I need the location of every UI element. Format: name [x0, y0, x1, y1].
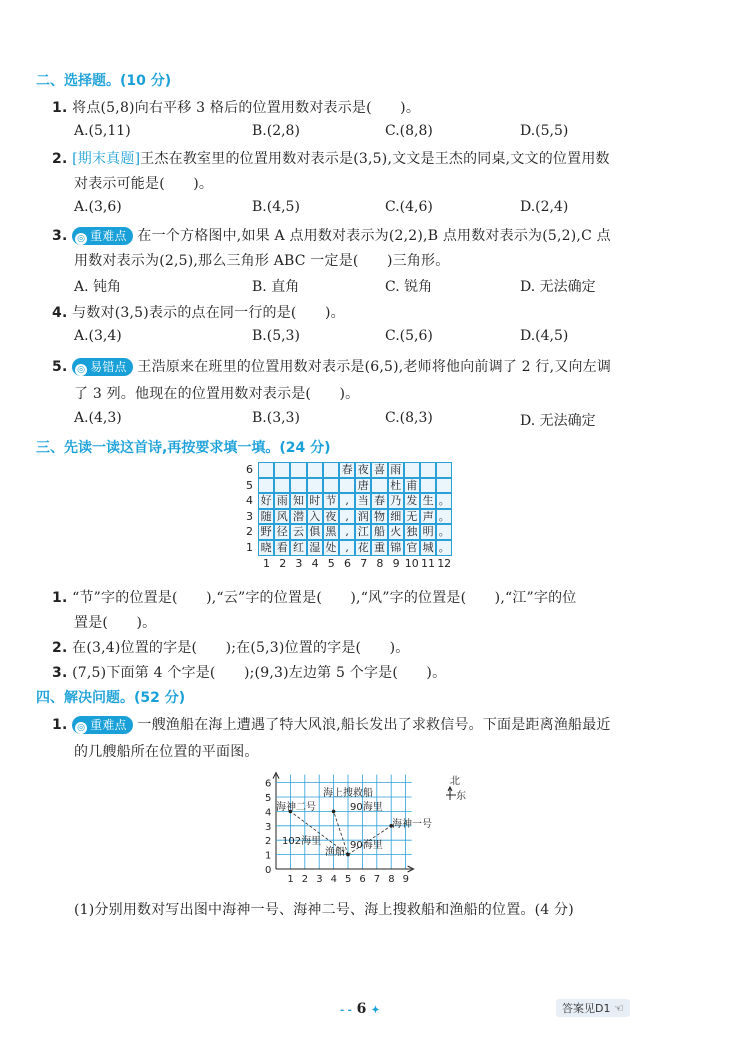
target-icon: ◎: [77, 365, 86, 375]
question-number: 2.: [52, 640, 68, 656]
question-text-cont: 用数对表示为(2,5),那么三角形 ABC 一定是( )三角形。: [74, 253, 450, 269]
poem-x-label: 3: [295, 556, 303, 570]
poem-cell: 知: [290, 493, 306, 509]
poem-cell: 径: [274, 524, 290, 540]
hand-icon: ☜: [613, 1002, 624, 1015]
option-b: B.(5,3): [252, 328, 300, 344]
option-a: A. 钝角: [74, 279, 122, 295]
poem-cell: 物: [371, 509, 387, 525]
option-b: B.(4,5): [252, 199, 300, 215]
option-d: D.(2,4): [520, 199, 569, 215]
poem-grid: [244, 462, 464, 582]
key-point-badge: ◎ 重难点: [72, 716, 133, 734]
poem-cell: 船: [371, 524, 387, 540]
question-2: [52, 148, 610, 168]
option-d: D. 无法确定: [520, 279, 596, 295]
map-x-label: 9: [402, 874, 409, 885]
question-text-cont: 了 3 列。他现在的位置用数对表示是( )。: [74, 386, 360, 402]
poem-cell: 。: [436, 509, 452, 525]
poem-cell: 杜: [388, 478, 404, 494]
poem-cell: [404, 462, 420, 478]
map-dist-90-bottom: 90海里: [350, 840, 383, 851]
poem-cell: [339, 478, 355, 494]
poem-cell: [307, 478, 323, 494]
option-d: D. 无法确定: [520, 413, 596, 429]
poem-cell: 晓: [258, 540, 274, 556]
question-number: 3.: [52, 228, 68, 244]
poem-cell: 独: [404, 524, 420, 540]
poem-cell: [290, 462, 306, 478]
question-number: 1.: [52, 590, 68, 606]
option-c: C.(8,3): [385, 410, 433, 426]
poem-cell: 节: [323, 493, 339, 509]
poem-cell: 春: [371, 493, 387, 509]
question-5: [52, 356, 611, 376]
poem-cell: [274, 478, 290, 494]
poem-cell: 湿: [307, 540, 323, 556]
map-x-label: 3: [316, 874, 323, 885]
map-x-label: 6: [359, 874, 366, 885]
question-text-cont: 的几艘船所在位置的平面图。: [74, 744, 259, 760]
poem-cell: 城: [420, 540, 436, 556]
section3-question-2: [52, 637, 409, 657]
question-number: 1.: [52, 717, 68, 733]
poem-cell: 春: [339, 462, 355, 478]
poem-cell: 花: [355, 540, 371, 556]
ship-map: [262, 766, 472, 890]
poem-cell: 重: [371, 540, 387, 556]
poem-cell: [258, 462, 274, 478]
section3-title: 三、先读一读这首诗,再按要求填一填。(24 分): [36, 440, 331, 456]
question-text: 一艘渔船在海上遭遇了特大风浪,船长发出了求救信号。下面是距离渔船最近: [137, 717, 611, 733]
option-a: A.(5,11): [74, 123, 131, 139]
poem-x-label: 6: [344, 556, 351, 570]
target-icon: ◎: [77, 234, 86, 244]
poem-cell: 。: [436, 524, 452, 540]
poem-x-label: 8: [376, 556, 384, 570]
poem-cell: [323, 462, 339, 478]
option-a: A.(4,3): [74, 410, 122, 426]
question-number: 1.: [52, 100, 68, 116]
map-y-label: 1: [265, 850, 272, 862]
question-text: 与数对(3,5)表示的点在同一行的是( )。: [72, 305, 345, 321]
question-text-cont: 对表示可能是( )。: [74, 176, 214, 192]
poem-y-label: 3: [246, 509, 253, 523]
map-ship1-label: 海神一号: [392, 819, 432, 830]
question-1: [52, 97, 420, 117]
answer-reference: 答案见D1 ☜: [556, 999, 630, 1017]
option-b: B.(2,8): [252, 123, 300, 139]
poem-x-label: 2: [279, 556, 287, 570]
map-fishing-label: 渔船: [325, 847, 345, 858]
map-y-label: 0: [265, 865, 272, 876]
map-point-fishing: [346, 853, 350, 857]
poem-cell: 红: [290, 540, 306, 556]
poem-cell: 声: [420, 509, 436, 525]
poem-cell: 俱: [307, 524, 323, 540]
poem-cell: 入: [307, 509, 323, 525]
map-point-rescue: [332, 810, 336, 814]
option-c: C.(5,6): [385, 328, 433, 344]
error-prone-badge: ◎ 易错点: [72, 358, 133, 376]
question-text-cont: 置是( )。: [74, 615, 157, 631]
map-x-label: 2: [301, 874, 309, 885]
poem-cell: 江: [355, 524, 371, 540]
question-text: “节”字的位置是( ),“云”字的位置是( ),“风”字的位置是( ),“江”字的位: [72, 590, 577, 606]
poem-x-label: 1: [263, 556, 270, 570]
map-x-label: 1: [287, 874, 294, 885]
poem-y-label: 6: [246, 463, 253, 476]
question-text: 将点(5,8)向右平移 3 格后的位置用数对表示是( )。: [72, 100, 421, 116]
question-number: 4.: [52, 305, 68, 321]
map-ship2-label: 海神二号: [276, 802, 316, 813]
east-label: 东: [456, 791, 466, 802]
poem-cell: 明: [420, 524, 436, 540]
section2-title: 二、选择题。(10 分): [36, 73, 172, 89]
section4-title: 四、解决问题。(52 分): [36, 690, 186, 706]
question-number: 3.: [52, 665, 68, 681]
poem-cell: [290, 478, 306, 494]
option-b: B.(3,3): [252, 410, 300, 426]
poem-y-label: 5: [246, 478, 253, 492]
poem-x-label: 7: [360, 556, 368, 570]
poem-x-label: 11: [421, 556, 435, 570]
option-c: C.(4,6): [385, 199, 433, 215]
poem-cell: [258, 478, 274, 494]
map-y-label: 2: [265, 836, 272, 848]
option-d: D.(4,5): [520, 328, 569, 344]
poem-cell: ,: [339, 493, 355, 509]
poem-cell: 潜: [290, 509, 306, 525]
map-x-label: 4: [330, 874, 337, 885]
poem-cell: 。: [436, 540, 452, 556]
question-text: (7,5)下面第 4 个字是( );(9,3)左边第 5 个字是( )。: [72, 665, 447, 681]
target-icon: ◎: [77, 723, 86, 733]
option-c: C.(8,8): [385, 123, 433, 139]
poem-cell: 夜: [355, 462, 371, 478]
poem-cell: 处: [323, 540, 339, 556]
poem-cell: 乃: [388, 493, 404, 509]
poem-cell: 黑: [323, 524, 339, 540]
poem-y-label: 2: [246, 525, 253, 539]
map-y-label: 5: [265, 793, 272, 804]
option-a: A.(3,4): [74, 328, 122, 344]
poem-cell: 雨: [388, 462, 404, 478]
option-c: C. 锐角: [385, 279, 433, 295]
option-a: A.(3,6): [74, 199, 122, 215]
poem-cell: 云: [290, 524, 306, 540]
poem-cell: 官: [404, 540, 420, 556]
question-text: 在一个方格图中,如果 A 点用数对表示为(2,2),B 点用数对表示为(5,2),C 点: [137, 228, 611, 244]
poem-cell: 风: [274, 509, 290, 525]
poem-cell: 雨: [274, 493, 290, 509]
map-x-label: 5: [345, 874, 352, 885]
poem-x-label: 10: [404, 556, 419, 570]
poem-cell: 。: [436, 493, 452, 509]
poem-cell: 看: [274, 540, 290, 556]
section3-question-1: [52, 587, 577, 607]
poem-cell: 当: [355, 493, 371, 509]
question-text: 王浩原来在班里的位置用数对表示是(6,5),老师将他向前调了 2 行,又向左调: [137, 359, 612, 375]
poem-cell: [420, 462, 436, 478]
north-label: 北: [450, 776, 460, 787]
poem-y-label: 4: [246, 494, 253, 508]
poem-cell: ,: [339, 509, 355, 525]
question-4: [52, 302, 345, 322]
poem-cell: 细: [388, 509, 404, 525]
poem-cell: 火: [388, 524, 404, 540]
question-text: 在(3,4)位置的字是( );在(5,3)位置的字是( )。: [72, 640, 410, 656]
poem-cell: ,: [339, 540, 355, 556]
option-b: B. 直角: [252, 279, 300, 295]
poem-cell: 随: [258, 509, 274, 525]
poem-cell: 无: [404, 509, 420, 525]
question-text: 王杰在教室里的位置用数对表示是(3,5),文文是王杰的同桌,文文的位置用数: [140, 151, 610, 167]
poem-cell: 野: [258, 524, 274, 540]
poem-cell: 唐: [355, 478, 371, 494]
question-3: [52, 225, 611, 245]
poem-x-label: 4: [311, 556, 319, 570]
exam-tag: [期末真题]: [72, 151, 141, 167]
question-number: 5.: [52, 359, 68, 375]
poem-cell: [420, 478, 436, 494]
poem-cell: 发: [404, 493, 420, 509]
option-d: D.(5,5): [520, 123, 569, 139]
poem-cell: 润: [355, 509, 371, 525]
poem-cell: [274, 462, 290, 478]
poem-x-label: 12: [437, 556, 452, 570]
section4-sub1: (1)分别用数对写出图中海神一号、海神二号、海上搜救船和渔船的位置。(4 分): [74, 902, 574, 918]
page-number: - - 6 ✦: [340, 1001, 380, 1017]
poem-cell: 时: [307, 493, 323, 509]
compass-icon: [446, 787, 456, 800]
section3-question-3: [52, 662, 446, 682]
map-y-label: 4: [265, 807, 272, 819]
poem-cell: 锦: [388, 540, 404, 556]
map-rescue-label: 海上搜救船: [323, 788, 373, 799]
poem-cell: 好: [258, 493, 274, 509]
poem-x-label: 5: [327, 556, 335, 570]
poem-cell: 喜: [371, 462, 387, 478]
poem-x-label: 9: [392, 556, 400, 570]
poem-cell: [307, 462, 323, 478]
key-point-badge: ◎ 重难点: [72, 227, 133, 245]
poem-cell: 生: [420, 493, 436, 509]
map-x-label: 7: [373, 874, 381, 885]
section4-question-1: [52, 714, 611, 734]
poem-cell: 甫: [404, 478, 420, 494]
map-y-label: 3: [265, 821, 272, 833]
poem-cell: 夜: [323, 509, 339, 525]
map-y-label: 6: [265, 778, 272, 790]
poem-cell: ,: [339, 524, 355, 540]
map-dist-90-top: 90海里: [350, 802, 383, 813]
poem-cell: [436, 478, 452, 494]
map-x-label: 8: [388, 874, 395, 885]
poem-y-label: 1: [246, 541, 253, 554]
map-dist-102: 102海里: [282, 836, 322, 847]
question-number: 2.: [52, 151, 68, 167]
poem-cell: [371, 478, 387, 494]
poem-cell: [323, 478, 339, 494]
poem-cell: [436, 462, 452, 478]
